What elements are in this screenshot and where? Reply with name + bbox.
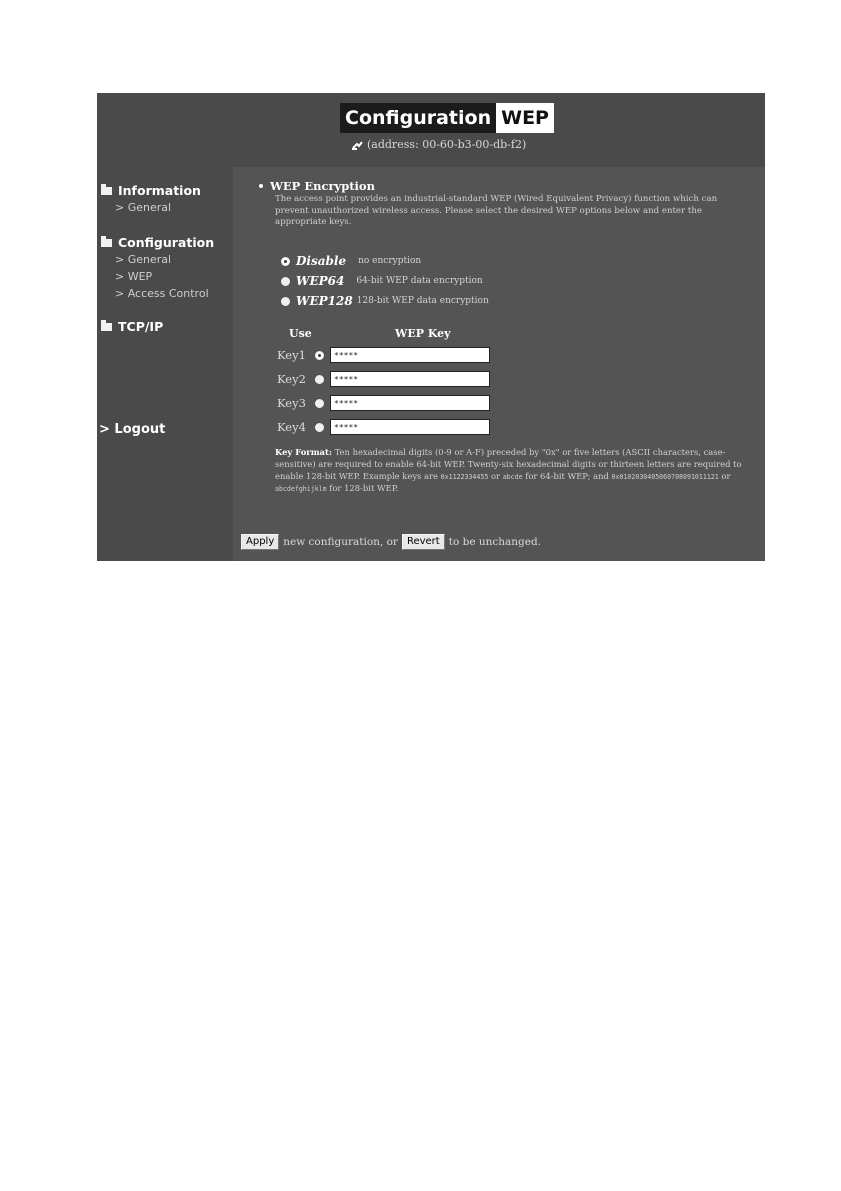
key4-input[interactable] — [330, 419, 490, 435]
option-wep64-desc: 64-bit WEP data encryption — [356, 276, 483, 286]
form-actions — [241, 534, 541, 550]
device-icon — [351, 139, 363, 151]
sidebar-item-access-control[interactable]: > Access Control — [115, 287, 209, 300]
sidebar-item-wep[interactable]: > WEP — [115, 270, 153, 283]
sidebar-group-tcpip — [101, 317, 163, 335]
example-128-hex: 0x0102030405060708091011121 — [611, 472, 719, 481]
option-wep128[interactable] — [281, 293, 489, 309]
sidebar-item-information[interactable]: Information — [101, 181, 201, 199]
folder-icon — [101, 239, 112, 247]
column-header-wep-key: WEP Key — [395, 327, 451, 340]
key1-input[interactable] — [330, 347, 490, 363]
folder-icon — [101, 323, 112, 331]
radio-wep64[interactable] — [281, 277, 290, 286]
sidebar-group-information — [101, 181, 201, 216]
key-label: Key4 — [277, 420, 306, 434]
sidebar-item-logout[interactable]: > Logout — [99, 422, 166, 437]
option-disable[interactable] — [281, 253, 421, 269]
apply-button[interactable]: Apply — [241, 534, 279, 550]
option-wep128-label: WEP128 — [296, 294, 353, 308]
column-header-use: Use — [289, 327, 312, 340]
key-label: Key2 — [277, 372, 306, 386]
example-64-ascii: abcde — [502, 472, 523, 481]
option-wep128-desc: 128-bit WEP data encryption — [356, 296, 489, 306]
key2-radio[interactable] — [315, 375, 324, 384]
device-address — [351, 138, 526, 151]
radio-wep128[interactable] — [281, 297, 290, 306]
revert-caption: to be unchanged. — [448, 536, 542, 548]
option-disable-label: Disable — [296, 254, 347, 268]
page-title — [340, 103, 554, 133]
example-64-hex: 0x1122334455 — [440, 472, 489, 481]
key-row — [277, 417, 490, 437]
key3-input[interactable] — [330, 395, 490, 411]
sidebar-item-tcpip[interactable]: TCP/IP — [101, 317, 163, 335]
option-wep64-label: WEP64 — [296, 274, 345, 288]
main-content — [233, 167, 765, 561]
apply-caption: new configuration, or — [283, 536, 398, 548]
section-description: The access point provides an industrial-standard WEP (Wired Equivalent Privacy) function which can prevent unauthorized wireless access. Please select the desired WEP options below and enter the appropriate keys. — [275, 194, 718, 227]
key4-radio[interactable] — [315, 423, 324, 432]
sidebar-item-configuration-general[interactable]: > General — [115, 253, 172, 266]
key3-radio[interactable] — [315, 399, 324, 408]
key1-radio[interactable] — [315, 351, 324, 360]
radio-disable[interactable] — [281, 257, 290, 266]
sidebar-item-configuration[interactable]: Configuration — [101, 233, 214, 251]
address-text: (address: 00-60-b3-00-db-f2) — [367, 138, 527, 151]
screenshot-frame — [97, 93, 765, 561]
option-wep64[interactable] — [281, 273, 483, 289]
key-row — [277, 345, 490, 365]
key-row — [277, 393, 490, 413]
key-label: Key1 — [277, 348, 306, 362]
key-label: Key3 — [277, 396, 306, 410]
title-wep: WEP — [496, 103, 554, 133]
option-disable-desc: no encryption — [358, 256, 422, 266]
key-row — [277, 369, 490, 389]
sidebar-group-configuration — [101, 233, 214, 302]
folder-icon — [101, 187, 112, 195]
example-128-ascii: abcdefghijklm — [275, 485, 327, 494]
sidebar — [97, 163, 233, 561]
sidebar-item-information-general[interactable]: > General — [115, 201, 172, 214]
bullet-icon — [259, 184, 263, 188]
revert-button[interactable]: Revert — [402, 534, 445, 550]
key-format-label: Key Format: — [275, 447, 332, 457]
key2-input[interactable] — [330, 371, 490, 387]
section-title: WEP Encryption — [259, 179, 375, 193]
title-configuration: Configuration — [340, 103, 496, 133]
key-format-help: Key Format: Ten hexadecimal digits (0-9 or A-F) preceded by "0x" or five letters (ASCII characters, case-sensitive) are required to enable 64-bit WEP. Twenty-six hexadecimal digits or thirteen letters are required to enable 128-bit WEP. Example keys are 0x1122334455 or abcde for 64-bit WEP; and 0x0102030405060708091011121 or abcdefghijklm for 128-bit WEP. — [275, 447, 742, 494]
